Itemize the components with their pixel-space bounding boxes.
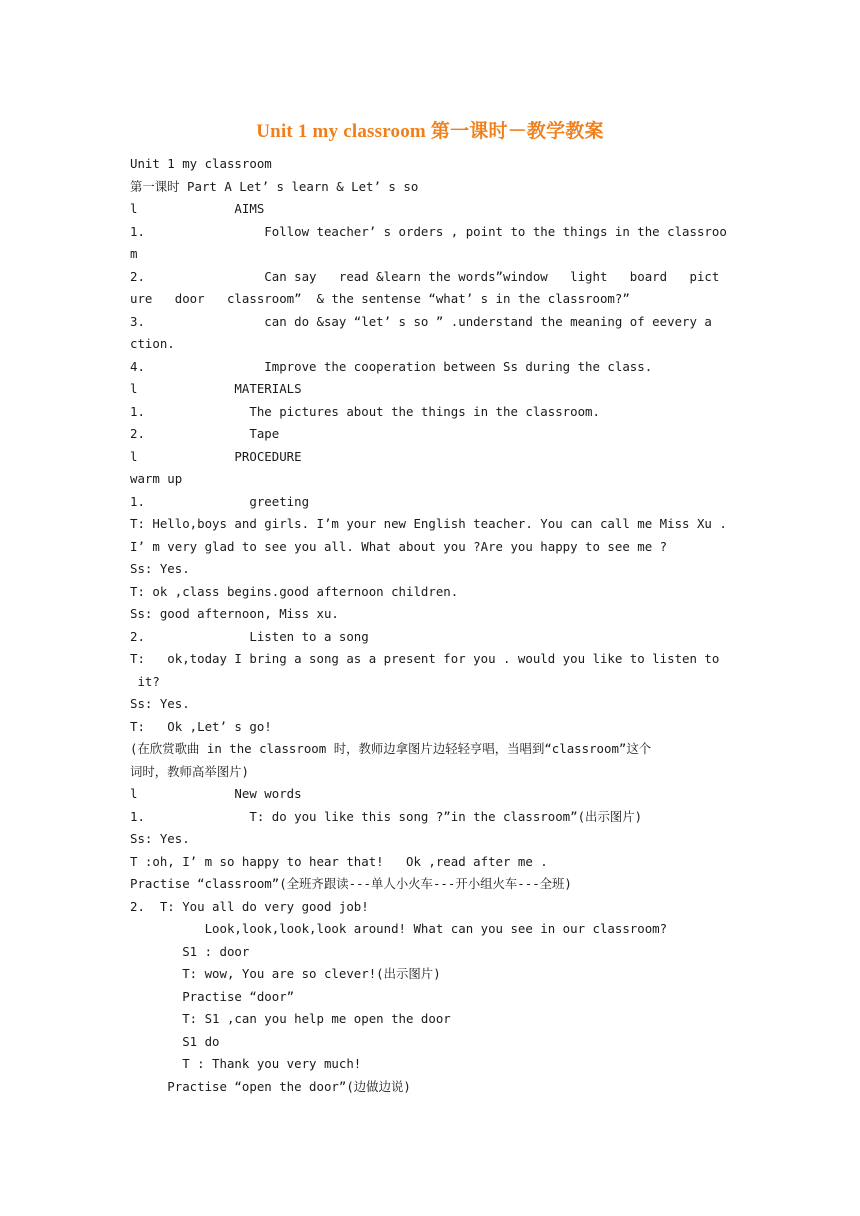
text-line: T: S1 ,can you help me open the door (130, 1011, 451, 1026)
text-line: l AIMS (130, 201, 265, 216)
text-line: T: wow, You are so clever!(出示图片) (130, 966, 441, 981)
text-line: 1. The pictures about the things in the classroom. (130, 403, 600, 419)
text-line: Practise “classroom”(全班齐跟读---单人小火车---开小组火车---全班) (130, 876, 572, 891)
text-line: 2. T: You all do very good job! (130, 898, 369, 914)
text-line: 1. greeting (130, 493, 310, 509)
text-line: 4. Improve the cooperation between Ss during the class. (130, 358, 653, 374)
text-line: T: Ok ,Let’ s go! (130, 718, 272, 734)
text-line: T: ok ,class begins.good afternoon children. (130, 583, 459, 599)
text-line: 第一课时 Part A Let’ s learn & Let’ s so (130, 178, 419, 194)
text-line: Ss: good afternoon, Miss xu. (130, 606, 339, 621)
document-body (130, 153, 734, 1098)
text-line: Practise “open the door”(边做边说) (130, 1078, 411, 1094)
text-line: 2. Can say read &learn the words”window light board pict (130, 268, 720, 284)
text-line: ure door classroom” & the sentense “what’ s in the classroom?” (130, 291, 630, 306)
text-line: Look,look,look,look around! What can you see in our classroom? (130, 921, 668, 936)
document-title: Unit 1 my classroom 第一课时－教学教案 (256, 121, 604, 142)
text-line: 2. Listen to a song (130, 628, 369, 644)
text-line: S1 do (130, 1033, 220, 1049)
text-line: T :oh, I’ m so happy to hear that! Ok ,read after me . (130, 853, 548, 869)
text-line: I’ m very glad to see you all. What about you ?Are you happy to see me ? (130, 538, 668, 554)
text-line: it? (130, 673, 160, 689)
text-line: Ss: Yes. (130, 831, 190, 846)
text-line: Unit 1 my classroom (130, 156, 272, 171)
text-line: Ss: Yes. (130, 561, 190, 576)
text-line: 1. T: do you like this song ?”in the classroom”(出示图片) (130, 808, 643, 824)
text-line: m (130, 246, 138, 261)
text-line: l New words (130, 786, 302, 801)
text-line: warm up (130, 471, 183, 486)
text-line: 2. Tape (130, 426, 280, 441)
text-line: l MATERIALS (130, 381, 302, 396)
text-line: T: Hello,boys and girls. I’m your new English teacher. You can call me Miss Xu . (130, 516, 727, 531)
text-line: ction. (130, 336, 175, 351)
text-line: 3. can do &say “let’ s so ” .understand the meaning of eevery a (130, 313, 712, 329)
text-line: Practise “door” (130, 988, 295, 1004)
text-line: 词时，教师高举图片) (130, 763, 249, 779)
text-line: T : Thank you very much! (130, 1056, 362, 1071)
text-line: 1. Follow teacher’ s orders , point to the things in the classroo (130, 223, 727, 239)
text-line: Ss: Yes. (130, 696, 190, 711)
text-line: T: ok,today I bring a song as a present for you . would you like to listen to (130, 651, 720, 666)
text-line: S1 : door (130, 943, 250, 959)
text-line: (在欣赏歌曲 in the classroom 时，教师边拿图片边轻轻亨唱，当唱到“classroom”这个 (130, 741, 652, 756)
text-line: l PROCEDURE (130, 448, 302, 464)
